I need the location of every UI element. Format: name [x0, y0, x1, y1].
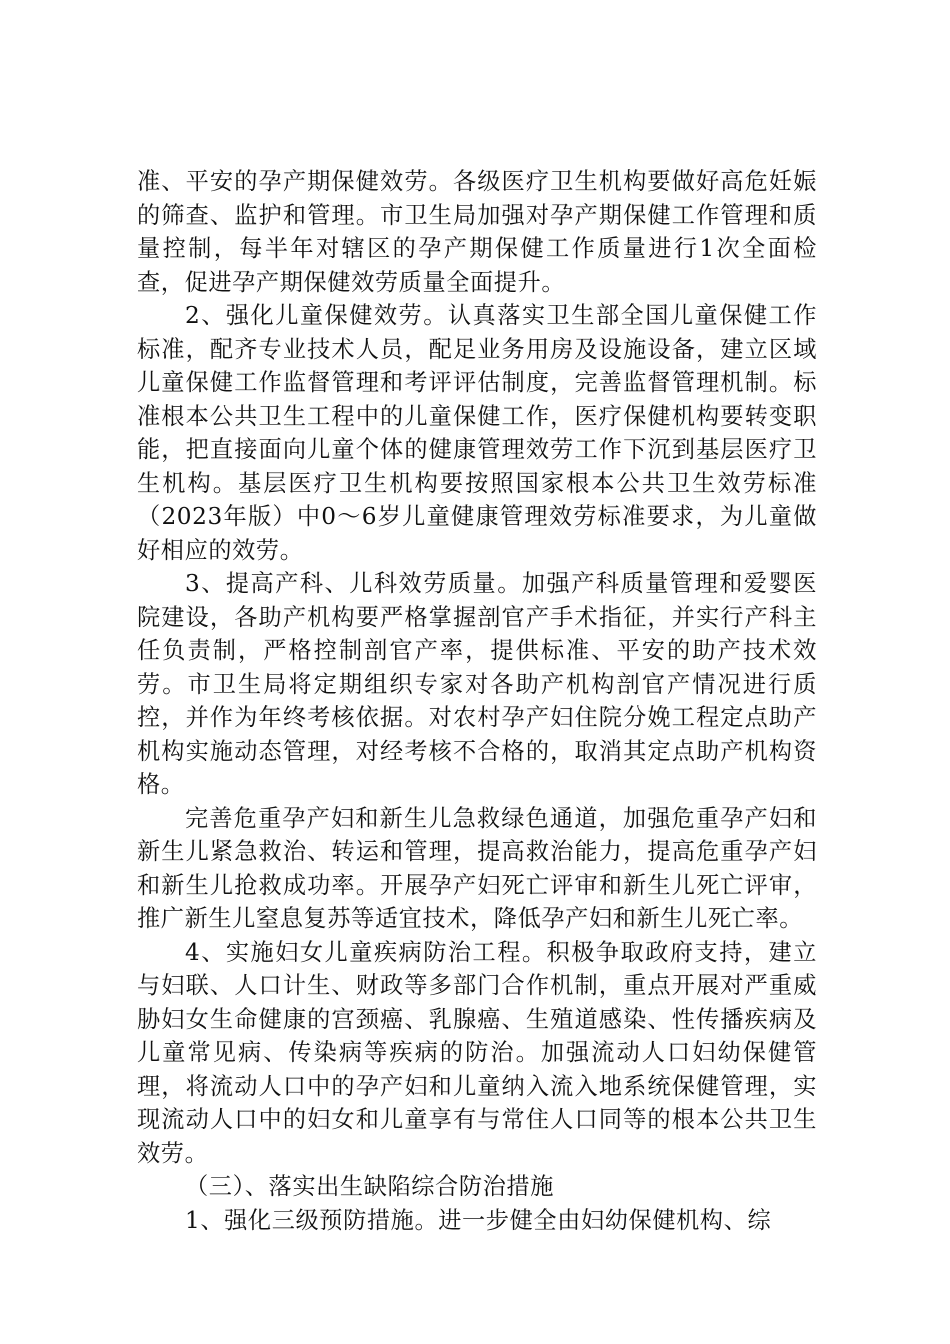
paragraph-continuation: 准、平安的孕产期保健效劳。各级医疗卫生机构要做好高危妊娠的筛查、监护和管理。市卫生局加强对孕产期保健工作管理和质量控制，每半年对辖区的孕产期保健工作质量进行1次全面检查，促进孕产期保健效劳质量全面提升。	[137, 168, 817, 296]
paragraph-obstetrics-pediatrics-quality: 3、提高产科、儿科效劳质量。加强产科质量管理和爱婴医院建设，各助产机构要严格掌握剖官产手术指征，并实行产科主任负责制，严格控制剖官产率，提供标准、平安的助产技术效劳。市卫生局将定期组织专家对各助产机构剖官产情况进行质控，并作为年终考核依据。对农村孕产妇住院分娩工程定点助产机构实施动态管理，对经考核不合格的，取消其定点助产机构资格。	[137, 570, 817, 798]
paragraph-child-health-services: 2、强化儿童保健效劳。认真落实卫生部全国儿童保健工作标准，配齐专业技术人员，配足业务用房及设施设备，建立区域儿童保健工作监督管理和考评评估制度，完善监督管理机制。标准根本公共卫生工程中的儿童保健工作，医疗保健机构要转变职能，把直接面向儿童个体的健康管理效劳工作下沉到基层医疗卫生机构。基层医疗卫生机构要按照国家根本公共卫生效劳标准（2023年版）中0～6岁儿童健康管理效劳标准要求，为儿童做好相应的效劳。	[137, 302, 817, 564]
section-heading-birth-defects: （三）、落实出生缺陷综合防治措施	[185, 1173, 554, 1200]
paragraph-emergency-channel: 完善危重孕产妇和新生儿急救绿色通道，加强危重孕产妇和新生儿紧急救治、转运和管理，提高救治能力，提高危重孕产妇和新生儿抢救成功率。开展孕产妇死亡评审和新生儿死亡评审，推广新生儿窒息复苏等适宜技术，降低孕产妇和新生儿死亡率。	[137, 804, 817, 932]
paragraph-three-level-prevention: 1、强化三级预防措施。进一步健全由妇幼保健机构、综	[185, 1206, 772, 1234]
paragraph-disease-prevention: 4、实施妇女儿童疾病防治工程。积极争取政府支持，建立与妇联、人口计生、财政等多部门合作机制，重点开展对严重威胁妇女生命健康的宫颈癌、乳腺癌、生殖道感染、性传播疾病及儿童常见病、传染病等疾病的防治。加强流动人口妇幼保健管理，将流动人口中的孕产妇和儿童纳入流入地系统保健管理，实现流动人口中的妇女和儿童享有与常住人口同等的根本公共卫生效劳。	[137, 938, 817, 1167]
document-body	[137, 165, 817, 1237]
